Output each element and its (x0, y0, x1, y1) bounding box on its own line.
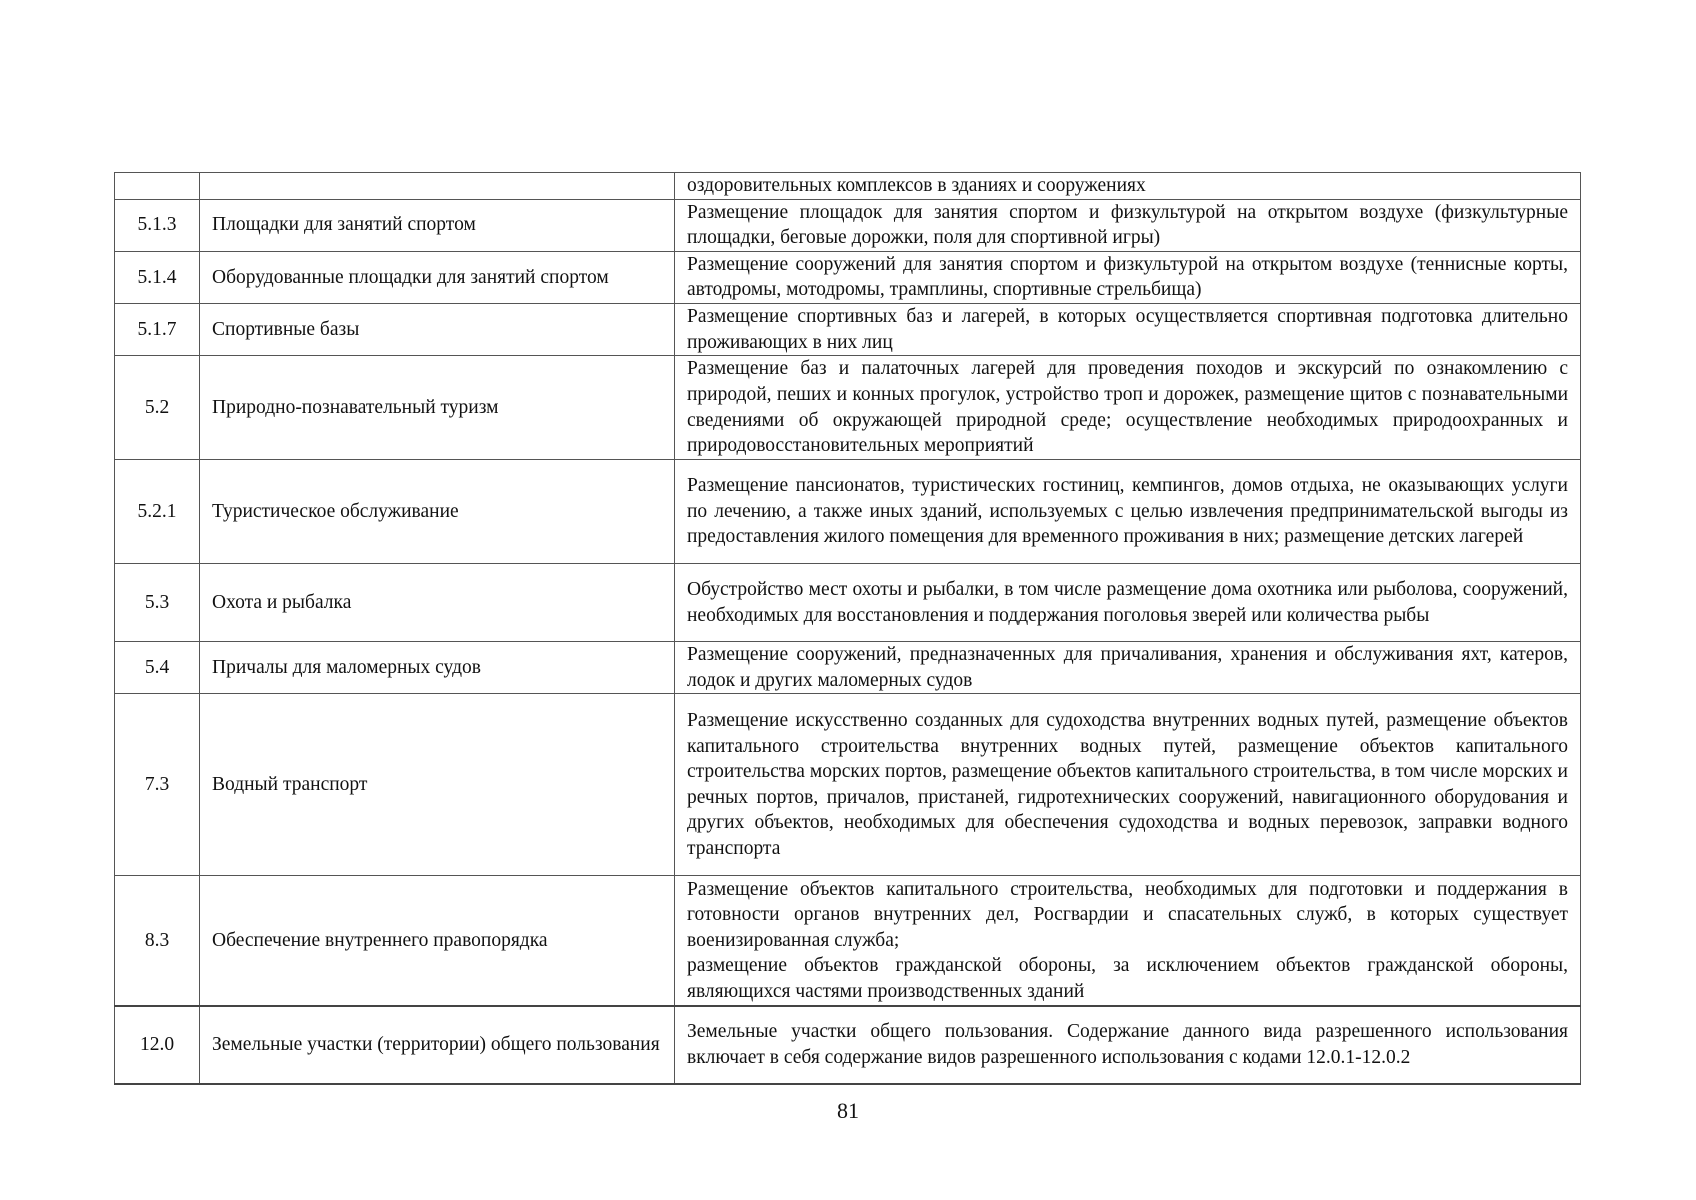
row-name: Земельные участки (территории) общего пользования (200, 1006, 675, 1084)
row-description: Размещение сооружений для занятия спортом и физкультурой на открытом воздухе (теннисные корты, автодромы, мотодромы, трамплины, спортивные стрельбища) (675, 251, 1581, 303)
row-code: 12.0 (115, 1006, 200, 1084)
table-row (115, 251, 1581, 303)
row-description: Размещение объектов капитального строительства, необходимых для подготовки и поддержания в готовности органов внутренних дел, Росгвардии и спасательных служб, в которых существует военизированная служба; (687, 878, 1568, 951)
row-description: Размещение спортивных баз и лагерей, в которых осуществляется спортивная подготовка длительно проживающих в них лиц (675, 303, 1581, 355)
row-name: Причалы для маломерных судов (200, 642, 675, 694)
table-row (115, 460, 1581, 564)
table-row (115, 1006, 1581, 1084)
row-description-cell (675, 876, 1581, 1006)
row-name: Туристическое обслуживание (200, 460, 675, 564)
row-code: 5.1.7 (115, 303, 200, 355)
table-row (115, 564, 1581, 642)
row-description: Размещение сооружений, предназначенных для причаливания, хранения и обслуживания яхт, катеров, лодок и других маломерных судов (675, 642, 1581, 694)
table-row (115, 876, 1581, 1006)
row-name: Спортивные базы (200, 303, 675, 355)
row-name: Обеспечение внутреннего правопорядка (200, 876, 675, 1006)
row-description-extra: размещение объектов гражданской обороны, за исключением объектов гражданской обороны, являющихся частями производственных зданий (687, 955, 1568, 1002)
row-code (115, 173, 200, 200)
table-row (115, 199, 1581, 251)
row-description: Размещение площадок для занятия спортом и физкультурой на открытом воздухе (физкультурные площадки, беговые дорожки, поля для спортивной игры) (675, 199, 1581, 251)
row-code: 5.1.4 (115, 251, 200, 303)
row-code: 5.2 (115, 356, 200, 460)
row-code: 7.3 (115, 694, 200, 876)
row-description: Размещение баз и палаточных лагерей для проведения походов и экскурсий по ознакомлению с природой, пеших и конных прогулок, устройство троп и дорожек, размещение щитов с познавательными сведениями об окружающей природной среде; осуществление необходимых природоохранных и природовосстановительных мероприятий (675, 356, 1581, 460)
row-name: Охота и рыбалка (200, 564, 675, 642)
page-number: 81 (837, 1098, 859, 1123)
table-row (115, 694, 1581, 876)
row-name (200, 173, 675, 200)
row-description: Обустройство мест охоты и рыбалки, в том числе размещение дома охотника или рыболова, сооружений, необходимых для восстановления и поддержания поголовья зверей или количества рыбы (675, 564, 1581, 642)
row-description: Земельные участки общего пользования. Содержание данного вида разрешенного использования включает в себя содержание видов разрешенного использования с кодами 12.0.1-12.0.2 (675, 1006, 1581, 1084)
row-name: Водный транспорт (200, 694, 675, 876)
row-name: Оборудованные площадки для занятий спортом (200, 251, 675, 303)
table-row (115, 642, 1581, 694)
land-use-table (114, 172, 1581, 1085)
row-code: 5.2.1 (115, 460, 200, 564)
row-description: Размещение искусственно созданных для судоходства внутренних водных путей, размещение объектов капитального строительства внутренних водных путей, размещение объектов капитального строительства морских портов, размещение объектов капитального строительства, в том числе морских и речных портов, причалов, пристаней, гидротехнических сооружений, навигационного оборудования и других объектов, необходимых для обеспечения судоходства и водных перевозок, заправки водного транспорта (675, 694, 1581, 876)
row-code: 8.3 (115, 876, 200, 1006)
row-code: 5.3 (115, 564, 200, 642)
row-name: Площадки для занятий спортом (200, 199, 675, 251)
row-name: Природно-познавательный туризм (200, 356, 675, 460)
row-description: оздоровительных комплексов в зданиях и сооружениях (675, 173, 1581, 200)
row-code: 5.4 (115, 642, 200, 694)
table-row (115, 303, 1581, 355)
table-row (115, 356, 1581, 460)
table-row (115, 173, 1581, 200)
row-description: Размещение пансионатов, туристических гостиниц, кемпингов, домов отдыха, не оказывающих услуги по лечению, а также иных зданий, используемых с целью извлечения предпринимательской выгоды из предоставления жилого помещения для временного проживания в них; размещение детских лагерей (675, 460, 1581, 564)
row-code: 5.1.3 (115, 199, 200, 251)
